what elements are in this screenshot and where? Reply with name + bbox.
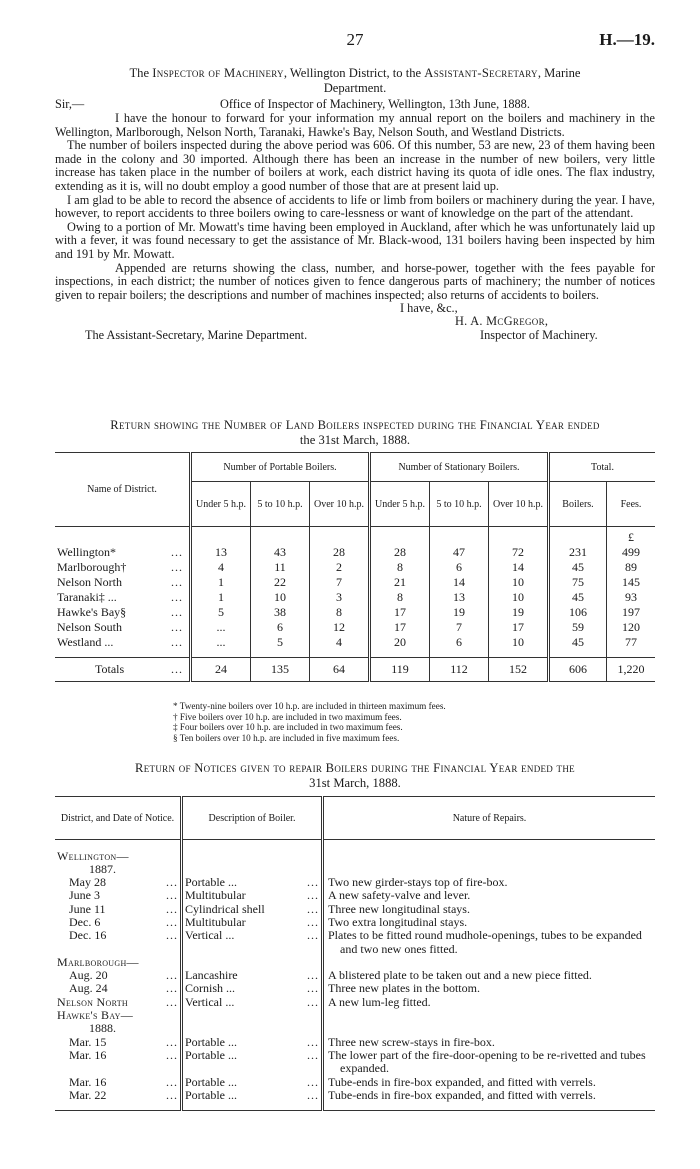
leader-dots: ... [166, 1074, 178, 1089]
description-text: Multitubular [185, 914, 246, 929]
leader-dots: ... [307, 994, 319, 1009]
letter-paragraph: Owing to a portion of Mr. Mowatt's time having been employed in Auckland, after which he was unfortunately laid up with a fever, it was found necessary to get the assistance of Mr. Black-wood, 131 boilers having been inspected by him and 191 by Mr. Mowatt. [55, 219, 655, 261]
date-label: Mar. 15 [69, 1034, 107, 1049]
district-label: Nelson North [57, 574, 122, 589]
district-name [55, 590, 191, 605]
sub-boilers: Boilers. [549, 482, 607, 527]
table-row [55, 1009, 655, 1022]
leader-dots: ... [307, 928, 319, 943]
repair-nature: A new lum-leg fitted. [323, 996, 656, 1009]
date-label: Mar. 22 [69, 1087, 107, 1102]
date-label: June 11 [69, 901, 106, 916]
table-row [55, 889, 655, 902]
boiler-description [182, 982, 323, 995]
letter-body [55, 98, 655, 348]
totals-cell: 64 [310, 658, 370, 682]
totals-cell: 112 [430, 658, 489, 682]
boiler-description [182, 903, 323, 916]
table-cell: 10 [489, 635, 549, 650]
description-text: Cornish ... [185, 981, 236, 996]
description-text: Cylindrical shell [185, 901, 265, 916]
return2-title [55, 761, 655, 791]
repair-nature: Two new girder-stays top of fire-box. [323, 876, 656, 889]
date-label: Nelson North [57, 994, 129, 1009]
table-cell: 120 [607, 620, 656, 635]
leader-dots: ... [307, 1034, 319, 1049]
district-date [55, 889, 182, 902]
table-cell: 43 [251, 545, 310, 560]
date-label: May 28 [69, 875, 106, 890]
footnote: § Ten boilers over 10 h.p. are included in five maximum fees. [173, 732, 400, 743]
leader-dots: ... [171, 589, 183, 604]
table-cell: 8 [370, 560, 430, 575]
leader-dots: ... [307, 1047, 319, 1062]
leader-dots: ... [171, 604, 183, 619]
leader-dots: ... [171, 662, 183, 676]
boiler-description [182, 969, 323, 982]
description-text: Vertical ... [185, 928, 235, 943]
table-cell: 4 [310, 635, 370, 650]
table-row [55, 635, 655, 650]
table-cell: 89 [607, 560, 656, 575]
table-cell: 106 [549, 605, 607, 620]
table-cell: 13 [430, 590, 489, 605]
leader-dots: ... [307, 888, 319, 903]
totals-cell: 606 [549, 658, 607, 682]
totals-cell: 119 [370, 658, 430, 682]
table-cell: 93 [607, 590, 656, 605]
district-date [55, 876, 182, 889]
col-nature: Nature of Repairs. [323, 797, 656, 840]
district-name [55, 605, 191, 620]
boiler-description [182, 1049, 323, 1076]
table-cell: 1 [191, 575, 251, 590]
district-label: Hawke's Bay§ [57, 604, 127, 619]
leader-dots: ... [166, 888, 178, 903]
repair-nature [323, 1022, 656, 1035]
paper-reference: H.—19. [599, 30, 655, 49]
signature: H. A. McGregor, [455, 314, 549, 329]
table-cell: 7 [310, 575, 370, 590]
table-cell: 19 [430, 605, 489, 620]
letter-paragraph: Appended are returns showing the class, number, and horse-power, together with the fees payable for inspections, in each district; the number of notices given to fence dangerous parts of machinery; the number of notices given to repair boilers; the descriptions and number of machines inspected; also returns of accidents to boilers. [55, 260, 655, 302]
table-cell: 6 [430, 560, 489, 575]
date-label: Mar. 16 [69, 1047, 107, 1062]
table-row [55, 575, 655, 590]
sub-over: Over 10 h.p. [310, 482, 370, 527]
signature-title: Inspector of Machinery. [480, 328, 598, 343]
table-cell: 72 [489, 545, 549, 560]
currency-symbol: £ [607, 527, 656, 545]
table-row [55, 903, 655, 916]
salutation-line [55, 98, 655, 112]
table-cell: 17 [489, 620, 549, 635]
table-cell: 4 [191, 560, 251, 575]
boiler-description [182, 863, 323, 876]
boiler-description [182, 876, 323, 889]
date-label: Hawke's Bay— [57, 1008, 134, 1023]
footnote: ‡ Four boilers over 10 h.p. are included in two maximum fees. [173, 722, 403, 733]
district-date [55, 916, 182, 929]
description-text: Lancashire [185, 968, 238, 983]
closing: I have, &c., [400, 301, 458, 316]
district-date [55, 1036, 182, 1049]
signature-block [55, 302, 655, 348]
leader-dots: ... [166, 1087, 178, 1102]
district-label: Marlborough† [57, 559, 127, 574]
table-cell: 13 [191, 545, 251, 560]
leader-dots: ... [307, 1087, 319, 1102]
group-stationary: Number of Stationary Boilers. [370, 453, 549, 482]
leader-dots: ... [171, 619, 183, 634]
leader-dots: ... [166, 968, 178, 983]
table-row [55, 605, 655, 620]
boiler-description [182, 1036, 323, 1049]
district-date [55, 850, 182, 863]
district-label: Westland ... [57, 634, 114, 649]
leader-dots: ... [171, 574, 183, 589]
document-page [55, 0, 655, 1102]
leader-dots: ... [166, 928, 178, 943]
table-row [55, 916, 655, 929]
table-cell: 1 [191, 590, 251, 605]
boiler-description [182, 956, 323, 969]
totals-cell: 135 [251, 658, 310, 682]
table-cell: 59 [549, 620, 607, 635]
repair-nature [323, 850, 656, 863]
table-row [55, 863, 655, 876]
table-cell: 21 [370, 575, 430, 590]
repair-nature: Plates to be fitted round mudhole-openings, tubes to be expanded and two new ones fitted. [323, 929, 656, 956]
group-portable: Number of Portable Boilers. [191, 453, 370, 482]
description-text: Vertical ... [185, 994, 235, 1009]
leader-dots: ... [307, 875, 319, 890]
table-row [55, 620, 655, 635]
district-label: Taranaki‡ ... [57, 589, 117, 604]
return2-title-line: Return of Notices given to repair Boilers during the Financial Year ended the [135, 761, 575, 775]
letter-heading [55, 66, 655, 96]
return1-title [55, 418, 655, 448]
table-cell: 145 [607, 575, 656, 590]
repair-nature [323, 1009, 656, 1022]
description-text: Portable ... [185, 1087, 237, 1102]
table-cell: 45 [549, 560, 607, 575]
table-cell: 5 [251, 635, 310, 650]
table-cell: 17 [370, 620, 430, 635]
totals-cell: 1,220 [607, 658, 656, 682]
table-cell: 20 [370, 635, 430, 650]
boiler-description [182, 916, 323, 929]
table-cell: 10 [489, 575, 549, 590]
leader-dots: ... [166, 875, 178, 890]
totals-label-cell [55, 658, 191, 682]
table-row [55, 545, 655, 560]
page-number: 27 [346, 30, 364, 49]
table-cell: ... [191, 620, 251, 635]
leader-dots: ... [166, 994, 178, 1009]
leader-dots: ... [171, 559, 183, 574]
table-cell: 7 [430, 620, 489, 635]
addressee: The Assistant-Secretary, Marine Department. [85, 328, 308, 343]
table-cell: 28 [370, 545, 430, 560]
date-label: Dec. 6 [69, 914, 101, 929]
table-cell: 11 [251, 560, 310, 575]
district-date [55, 969, 182, 982]
table-row [55, 996, 655, 1009]
sub-under: Under 5 h.p. [191, 482, 251, 527]
leader-dots: ... [166, 1034, 178, 1049]
leader-dots: ... [171, 544, 183, 559]
office-dateline: Office of Inspector of Machinery, Wellington, 13th June, 1888. [220, 97, 530, 111]
sub-5to10: 5 to 10 h.p. [251, 482, 310, 527]
table-cell: 47 [430, 545, 489, 560]
table-cell: 10 [489, 590, 549, 605]
district-date [55, 996, 182, 1009]
date-label: Marlborough— [57, 954, 139, 969]
district-label: Nelson South [57, 619, 123, 634]
leader-dots: ... [166, 914, 178, 929]
leader-dots: ... [307, 1074, 319, 1089]
date-label: Wellington— [57, 848, 129, 863]
district-date [55, 903, 182, 916]
table-cell: 3 [310, 590, 370, 605]
table-row [55, 1049, 655, 1076]
table-cell: 197 [607, 605, 656, 620]
table-cell: 14 [489, 560, 549, 575]
table-cell: 77 [607, 635, 656, 650]
boiler-description [182, 889, 323, 902]
district-name [55, 545, 191, 560]
date-label: Aug. 20 [69, 968, 108, 983]
heading-inspector: Inspector of Machinery [152, 66, 284, 80]
description-text: Portable ... [185, 1074, 237, 1089]
description-text: Multitubular [185, 888, 246, 903]
boiler-description [182, 850, 323, 863]
leader-dots: ... [171, 634, 183, 649]
table-cell: 6 [251, 620, 310, 635]
leader-dots: ... [166, 1047, 178, 1062]
boiler-description [182, 1089, 323, 1102]
district-date [55, 863, 182, 876]
repair-notices-table [55, 796, 655, 1111]
repair-nature: The lower part of the fire-door-opening to be re-rivetted and tubes expanded. [323, 1049, 656, 1076]
table-cell: 17 [370, 605, 430, 620]
date-label: Aug. 24 [69, 981, 108, 996]
repair-nature [323, 863, 656, 876]
col-district-date: District, and Date of Notice. [60, 812, 175, 824]
repair-nature: Three new longitudinal stays. [323, 903, 656, 916]
description-text: Portable ... [185, 875, 237, 890]
repair-nature: Three new plates in the bottom. [323, 982, 656, 995]
table-row [55, 1076, 655, 1089]
district-date [55, 982, 182, 995]
table-cell: 8 [370, 590, 430, 605]
sub-fees: Fees. [607, 482, 656, 527]
description-text: Portable ... [185, 1034, 237, 1049]
leader-dots: ... [307, 901, 319, 916]
heading-text: Department. [323, 81, 387, 95]
table-cell: 10 [251, 590, 310, 605]
totals-cell: 24 [191, 658, 251, 682]
letter-paragraph: I am glad to be able to record the absence of accidents to life or limb from boilers or machinery during the year. I have, however, to report accidents to three boilers owing to care-lessness or want of knowledge on the part of the attendant. [55, 192, 655, 221]
date-label: Mar. 16 [69, 1074, 107, 1089]
district-name [55, 560, 191, 575]
table-row [55, 850, 655, 863]
table-cell: 22 [251, 575, 310, 590]
district-date [55, 1009, 182, 1022]
table-row [55, 560, 655, 575]
table-cell: 45 [549, 590, 607, 605]
table-cell: ... [191, 635, 251, 650]
district-date [55, 929, 182, 956]
sub-5to10: 5 to 10 h.p. [430, 482, 489, 527]
footnote: † Five boilers over 10 h.p. are included in two maximum fees. [173, 711, 402, 722]
boiler-description [182, 929, 323, 956]
repair-nature [323, 956, 656, 969]
boiler-description [182, 1009, 323, 1022]
district-name [55, 620, 191, 635]
repair-nature: Two extra longitudinal stays. [323, 916, 656, 929]
district-date [55, 1076, 182, 1089]
table-row [55, 956, 655, 969]
district-date [55, 1049, 182, 1076]
table-cell: 12 [310, 620, 370, 635]
district-label: Wellington* [57, 544, 117, 559]
repair-nature: Three new screw-stays in fire-box. [323, 1036, 656, 1049]
table-row [55, 929, 655, 956]
heading-assistant: Assistant-Secretary [424, 66, 538, 80]
table-cell: 6 [430, 635, 489, 650]
table-row [55, 969, 655, 982]
district-date [55, 956, 182, 969]
leader-dots: ... [307, 914, 319, 929]
table-row [55, 876, 655, 889]
col-description: Description of Boiler. [182, 797, 323, 840]
table-row [55, 1089, 655, 1102]
heading-text: , Wellington District, to the [283, 66, 422, 80]
table-row [55, 1022, 655, 1035]
boiler-description [182, 1076, 323, 1089]
table-row [55, 590, 655, 605]
table-cell: 45 [549, 635, 607, 650]
salutation: Sir,— [55, 97, 85, 111]
date-label: Dec. 16 [69, 928, 107, 943]
table-cell: 2 [310, 560, 370, 575]
table-cell: 28 [310, 545, 370, 560]
leader-dots: ... [307, 981, 319, 996]
table-cell: 8 [310, 605, 370, 620]
return1-title-line: the 31st March, 1888. [299, 433, 411, 447]
boiler-description [182, 1022, 323, 1035]
leader-dots: ... [166, 981, 178, 996]
leader-dots: ... [166, 901, 178, 916]
description-text: Portable ... [185, 1047, 237, 1062]
letter-paragraph: I have the honour to forward for your information my annual report on the boilers and machinery in the Wellington, Marlborough, Nelson North, Taranaki, Hawke's Bay, Nelson South, and Westland Districts. [55, 111, 655, 139]
district-date [55, 1089, 182, 1102]
table-row [55, 1036, 655, 1049]
repair-nature: Tube-ends in fire-box expanded, and fitted with verrels. [323, 1076, 656, 1089]
district-date [55, 1022, 182, 1035]
table-cell: 19 [489, 605, 549, 620]
totals-label: Totals [95, 662, 125, 676]
repair-nature: A new safety-valve and lever. [323, 889, 656, 902]
district-name [55, 635, 191, 650]
repair-nature: Tube-ends in fire-box expanded, and fitted with verrels. [323, 1089, 656, 1102]
district-name [55, 575, 191, 590]
table-cell: 499 [607, 545, 656, 560]
table-cell: 231 [549, 545, 607, 560]
table-footnotes [173, 701, 446, 743]
totals-cell: 152 [489, 658, 549, 682]
table-cell: 14 [430, 575, 489, 590]
table-cell: 38 [251, 605, 310, 620]
table-row [55, 982, 655, 995]
page-header [55, 0, 655, 50]
footnote: * Twenty-nine boilers over 10 h.p. are included in thirteen maximum fees. [173, 701, 446, 711]
land-boilers-table [55, 452, 655, 682]
return1-title-line: Return showing the Number of Land Boilers inspected during the Financial Year ended [110, 418, 600, 432]
totals-row [55, 658, 655, 682]
date-label: 1887. [89, 861, 116, 876]
letter-paragraph: The number of boilers inspected during the above period was 606. Of this number, 53 are new, 23 of them having been made in the colony and 30 imported. Although there has been an increase in the number of new boilers, very little increase has taken place in the number of boilers at work, each district having its quota of idle ones. The flax industry, extending as it is, will no doubt employ a good number of those that are at present laid up. [55, 138, 655, 193]
date-label: June 3 [69, 888, 100, 903]
date-label: 1888. [89, 1021, 116, 1036]
group-total: Total. [549, 453, 656, 482]
repair-nature: A blistered plate to be taken out and a new piece fitted. [323, 969, 656, 982]
heading-text: The [129, 66, 150, 80]
table-cell: 75 [549, 575, 607, 590]
sub-under: Under 5 h.p. [370, 482, 430, 527]
leader-dots: ... [307, 968, 319, 983]
return2-title-line: 31st March, 1888. [309, 776, 401, 790]
sub-over: Over 10 h.p. [489, 482, 549, 527]
boiler-description [182, 996, 323, 1009]
col-district: Name of District. [87, 484, 157, 495]
table-cell: 5 [191, 605, 251, 620]
heading-text: , Marine [537, 66, 581, 80]
